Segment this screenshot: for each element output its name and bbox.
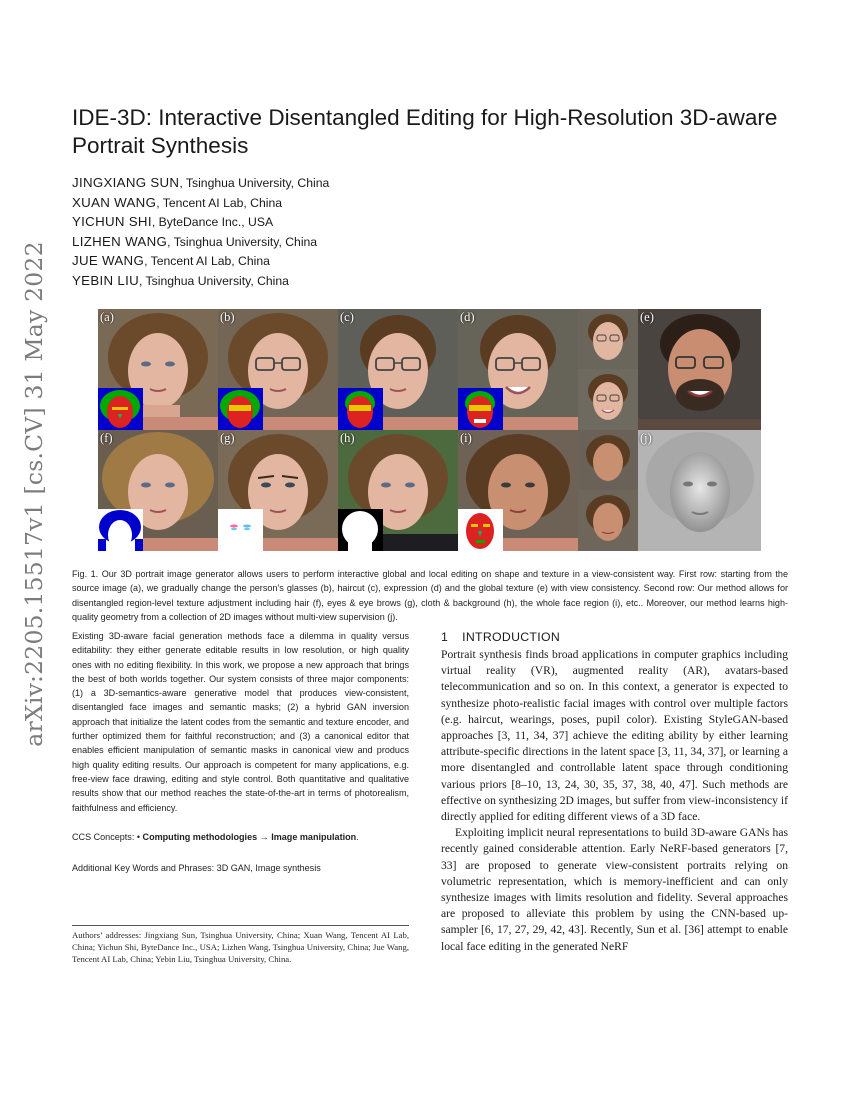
panel-label: (g) [220,431,235,445]
semantic-mask-inset [218,388,263,430]
author-name: YICHUN SHI [72,214,152,229]
teaser-figure [98,309,761,551]
abstract: Existing 3D-aware facial generation methods face a dilemma in quality versus editability: they either generate editable results in low resolution, or high quality ones with no editing flexibility. In this work, we propose a new approach that brings the best of both worlds together. Our system consists of three major components: (1) a 3D-semantics-aware generative model that produces view-consistent, disentangled face images and semantic masks; (2) a hybrid GAN inversion approach that initialize the latent codes from the semantic and texture encoder, and further optimized them for faithful reconstruction; and (3) a canonical editor that enables efficient manipulation of semantic masks in canonical view and producs high quality editing results. Our approach is competent for many applications, e.g. free-view face drawing, editing and style control. Both quantitative and qualitative results show that our method reaches the state-of-the-art in terms of photorealism, faithfulness and efficiency. [72,631,409,813]
author-name: JINGXIANG SUN [72,175,180,190]
panel-label: (j) [640,431,652,445]
portrait-image [578,430,638,490]
ccs-suffix: . [356,831,359,842]
author-affiliation: , ByteDance Inc., USA [151,215,274,229]
panel-label: (d) [460,310,475,324]
author-affiliation: , Tsinghua University, China [179,176,330,190]
author-5 [72,251,672,271]
panel-label: (b) [220,310,235,324]
author-affiliation: , Tencent AI Lab, China [156,195,283,210]
geometry-render [638,430,761,551]
portrait-image [578,309,638,369]
panel-label: (c) [340,310,354,324]
author-name: YEBIN LIU [72,272,139,288]
portrait-cloth-bg-edit [338,430,458,551]
semantic-mask-inset [338,388,383,430]
author-3 [72,212,672,232]
portrait-face-edit [458,430,578,551]
author-1 [72,173,672,193]
portrait-view-1 [578,309,638,369]
author-name: JUE WANG [72,253,145,268]
portrait-texture [638,309,761,430]
arxiv-identifier-text: arXiv:2205.15517v1 [cs.CV] 31 May 2022 [20,241,48,747]
semantic-mask-inset [98,509,143,551]
ccs-concepts [72,830,409,844]
intro-paragraph-1: Portrait synthesis finds broad applications in computer graphics including virtual reality (VR), augmented reality (AR), avatars-based telecommunication and so on. In this context, a generator is expected to synthesize photo-realistic facial images with control over multiple factors (e.g. haircut, wearings, poses, pupil color). Existing StyleGAN-based approaches [3, 11, 34, 37] achieve the editing ability by either learning attribute-specific directions in the latent space [3, 11, 34, 37], or learning a more disentangled and controllable latent space through conditioning various priors [8–10, 13, 24, 30, 35, 37, 38, 40, 47]. Such methods are effective on synthesizing 2D images, but suffer from view-inconsistency if directly applied for editing different views of a 3D face. [441,648,788,824]
keywords: Additional Key Words and Phrases: 3D GAN, Image synthesis [72,863,321,874]
figure-caption: Fig. 1. Our 3D portrait image generator allows users to perform interactive global and local editing on shape and texture in a view-consistent way. First row: starting from the source image (a), we gradually change the person’s glasses (b), haircut (c), expression (d) and the global texture (e) with view consistency. Second row: Our method allows for disentangled region-level texture adjustment including hair (f), eyes & eye brows (g), cloth & background (h), the whole face region (i), etc.. Moreover, our method learns high-quality geometry from a collection of 2D images without multi-view supervision (j). [72,569,788,622]
author-4 [72,232,672,252]
left-column [72,629,409,875]
semantic-mask-inset [458,509,503,551]
portrait-haircut [338,309,458,430]
author-addresses-footnote: Authors’ addresses: Jingxiang Sun, Tsinghua University, China; Xuan Wang, Tencent AI Lab, China; Yichun Shi, ByteDance Inc., USA; Lizhen Wang, Tsinghua University, China; Jue Wang, Tencent AI Lab, China; Yebin Liu, Tsinghua University, China. [72,925,409,965]
intro-paragraph-2: Exploiting implicit neural representations to build 3D-aware GANs has recently gained considerable attention. Early NeRF-based generators [7, 33] are proposed to generate view-consistent portraits relying on volumetric representation, which is memory-inefficient and can only synthesize images with limits resolution and fidelity. Several approaches are proposed to alleviate this problem by using the CNN-based up-sampler [6, 17, 27, 29, 42, 43]. Recently, Sun et al. [36] attempt to enable local face editing in the generated NeRF [441,826,788,953]
right-column [441,629,788,955]
panel-label: (e) [640,310,654,324]
ccs-prefix: CCS Concepts: • [72,831,143,842]
portrait-glasses [218,309,338,430]
semantic-mask-inset [338,509,383,551]
section-heading [441,629,788,645]
panel-label: (f) [100,431,113,445]
portrait-view-3 [578,430,638,490]
section-title: INTRODUCTION [462,630,561,644]
author-affiliation: , Tsinghua University, China [167,234,318,249]
portrait-image [638,309,761,430]
author-affiliation: , Tencent AI Lab, China [144,254,270,268]
author-name: LIZHEN WANG [72,233,168,249]
portrait-view-2 [578,369,638,430]
portrait-hair-edit [98,430,218,551]
panel-label: (i) [460,431,472,445]
geometry-mesh-image [638,430,761,551]
panel-label: (a) [100,310,114,324]
portrait-image [578,490,638,551]
semantic-mask-inset [458,388,503,430]
author-list [72,173,672,290]
semantic-mask-inset [218,509,263,551]
author-2 [72,193,672,213]
portrait-image [578,369,638,430]
panel-label: (h) [340,431,355,445]
section-number: 1 [441,630,449,644]
author-6 [72,271,672,291]
semantic-mask-inset [98,388,143,430]
portrait-view-4 [578,490,638,551]
ccs-concept: Computing methodologies → Image manipulation [142,831,357,842]
arxiv-identifier [14,241,54,747]
paper-title: IDE-3D: Interactive Disentangled Editing for High-Resolution 3D-aware Portrait Synthesis [72,105,778,158]
author-name: XUAN WANG [72,194,157,210]
portrait-expression [458,309,578,430]
portrait-source [98,309,218,430]
author-affiliation: , Tsinghua University, China [139,273,289,288]
portrait-eyes-edit [218,430,338,551]
